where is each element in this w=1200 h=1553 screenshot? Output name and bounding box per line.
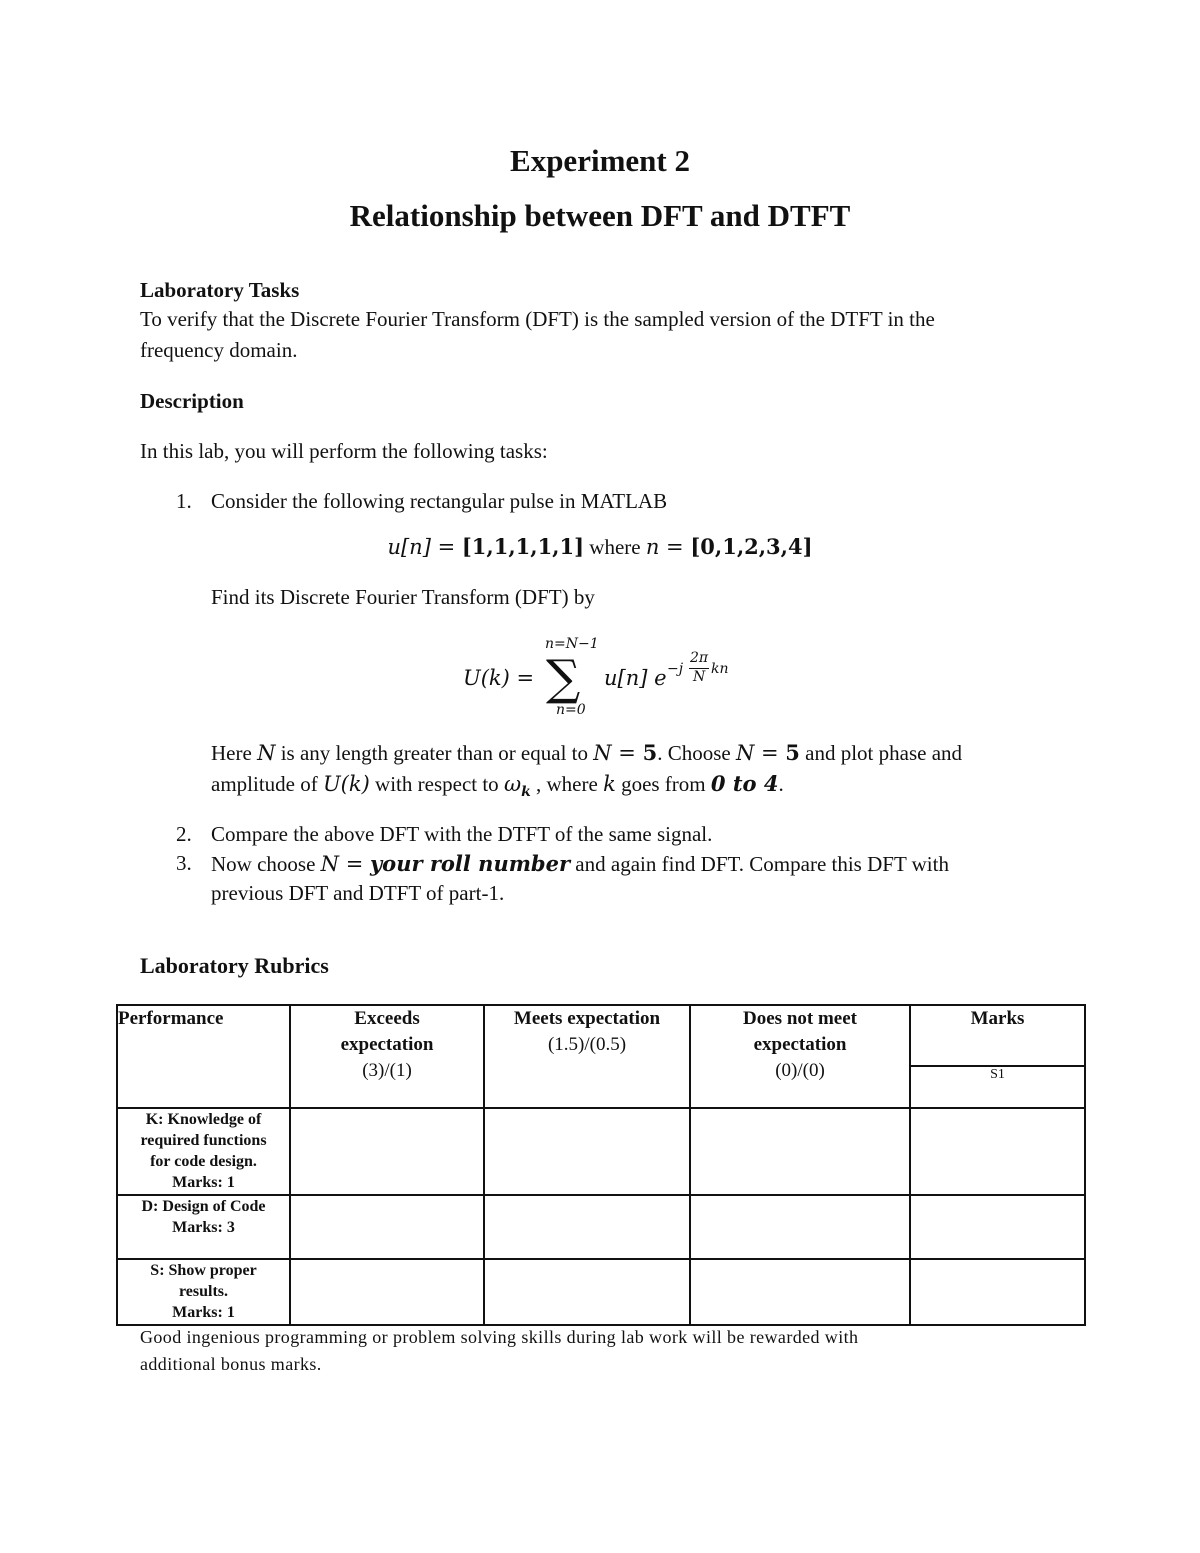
eq-n: n = (645, 535, 691, 559)
here-n-line (211, 740, 962, 766)
row-design-label (117, 1195, 290, 1259)
header-meets-line2: (1.5)/(0.5) (547, 1034, 627, 1055)
header-exceeds-line1: Exceeds (354, 1008, 420, 1029)
footer-note-line1: Good ingenious programming or problem solving skills during lab work will be rewarded with (140, 1327, 859, 1347)
task-3-N: N = (320, 852, 370, 876)
header-exceeds-line3: (3)/(1) (362, 1060, 412, 1081)
here-five-2: 5 (785, 740, 800, 765)
table-row (117, 1195, 1085, 1259)
cell-k-meets (484, 1108, 690, 1195)
amp-text-3: , where (530, 772, 604, 796)
amp-text-5: . (778, 772, 784, 796)
amp-Uk: U(k) (322, 772, 370, 796)
row-k-line4: Marks: 1 (172, 1174, 235, 1191)
exponent-prefix: −j (667, 661, 684, 677)
row-s-line1: S: Show proper (150, 1262, 257, 1279)
here-N-2: N = (593, 741, 643, 765)
dft-formula (0, 636, 1200, 722)
eq-un: u[n] = (387, 535, 462, 559)
cell-s-marks (910, 1259, 1085, 1325)
description-heading: Description (140, 389, 244, 413)
here-text-2: is any length greater than or equal to (275, 741, 594, 765)
header-notmeet-line1: Does not meet (743, 1008, 857, 1029)
row-k-line2: required functions (140, 1132, 267, 1149)
find-dft-text: Find its Discrete Fourier Transform (DFT) by (211, 585, 595, 609)
lab-tasks-text-line1: To verify that the Discrete Fourier Transform (DFT) is the sampled version of the DTFT in the (140, 307, 935, 331)
header-exceeds (290, 1005, 484, 1108)
cell-k-exceeds (290, 1108, 484, 1195)
task-3-text-1: Now choose (211, 852, 321, 876)
lab-tasks-text-line2: frequency domain. (140, 338, 298, 362)
row-show-label (117, 1259, 290, 1325)
task-1-text: Consider the following rectangular pulse in MATLAB (211, 489, 668, 513)
amp-range: 0 to 4 (710, 771, 779, 796)
task-3-number: 3. (176, 851, 192, 875)
amp-text-1: amplitude of (211, 772, 323, 796)
amp-k: k (603, 772, 616, 796)
table-row (117, 1259, 1085, 1325)
header-marks-s1: S1 (910, 1066, 1085, 1108)
eq-where: where (584, 535, 646, 559)
description-intro: In this lab, you will perform the following tasks: (140, 439, 548, 463)
formula-lhs: U(k) = (463, 666, 535, 690)
header-meets-line1: Meets expectation (513, 1008, 661, 1029)
task-2-number: 2. (176, 822, 192, 846)
header-exceeds-line2: expectation (340, 1034, 434, 1055)
row-k-line3: for code design. (150, 1153, 257, 1170)
header-marks: Marks (910, 1005, 1085, 1066)
header-meets (484, 1005, 690, 1108)
row-d-line2: Marks: 3 (172, 1219, 235, 1236)
row-s-line3: Marks: 1 (172, 1304, 235, 1321)
header-does-not-meet (690, 1005, 910, 1108)
amp-text-2: with respect to (369, 772, 504, 796)
page-subtitle: Relationship between DFT and DTFT (349, 198, 851, 233)
here-N-1: N (257, 741, 276, 765)
row-knowledge-label (117, 1108, 290, 1195)
row-d-line1: D: Design of Code (141, 1198, 266, 1215)
amp-omega-sub: k (521, 784, 531, 801)
cell-d-meets (484, 1195, 690, 1259)
cell-k-notmeet (690, 1108, 910, 1195)
amp-text-4: goes from (615, 772, 711, 796)
here-text-1: Here (211, 741, 258, 765)
table-row (117, 1108, 1085, 1195)
sum-symbol: ∑ (546, 650, 581, 706)
rubrics-heading: Laboratory Rubrics (140, 953, 329, 978)
header-notmeet-line2: expectation (753, 1034, 847, 1055)
page-title: Experiment 2 (510, 143, 690, 178)
cell-d-exceeds (290, 1195, 484, 1259)
rubric-table (116, 1004, 1086, 1326)
task-3-roll-number: your roll number (369, 851, 571, 876)
task-3-line1 (211, 851, 949, 877)
task-1-number: 1. (176, 489, 192, 513)
formula-term: u[n] e (604, 666, 667, 690)
task-2-text: Compare the above DFT with the DTFT of the same signal. (211, 822, 713, 846)
cell-s-notmeet (690, 1259, 910, 1325)
row-s-line2: results. (178, 1283, 229, 1300)
eq-un-value: [1,1,1,1,1] (461, 534, 585, 559)
sum-upper-limit: n=N−1 (545, 636, 599, 652)
footer-note-line2: additional bonus marks. (140, 1354, 322, 1374)
signal-equation (0, 534, 1200, 560)
exponent-denominator: N (693, 669, 706, 685)
amplitude-line (211, 771, 784, 800)
task-3-line2: previous DFT and DTFT of part-1. (211, 881, 505, 905)
eq-n-value: [0,1,2,3,4] (690, 534, 813, 559)
cell-d-notmeet (690, 1195, 910, 1259)
here-text-3: . Choose (657, 741, 736, 765)
cell-s-meets (484, 1259, 690, 1325)
exponent-numerator: 2π (690, 650, 709, 666)
header-performance: Performance (117, 1005, 290, 1108)
cell-d-marks (910, 1195, 1085, 1259)
cell-k-marks (910, 1108, 1085, 1195)
header-notmeet-line3: (0)/(0) (775, 1060, 825, 1081)
amp-omega: ω (503, 772, 522, 796)
here-N-3: N = (735, 741, 786, 765)
here-five-1: 5 (642, 740, 658, 765)
cell-s-exceeds (290, 1259, 484, 1325)
lab-tasks-heading: Laboratory Tasks (140, 278, 300, 302)
task-3-text-2: and again find DFT. Compare this DFT with (570, 852, 949, 876)
here-text-4: and plot phase and (799, 741, 963, 765)
sum-lower-limit: n=0 (556, 702, 586, 718)
row-k-line1: K: Knowledge of (145, 1111, 262, 1128)
exponent-suffix: kn (711, 661, 729, 677)
